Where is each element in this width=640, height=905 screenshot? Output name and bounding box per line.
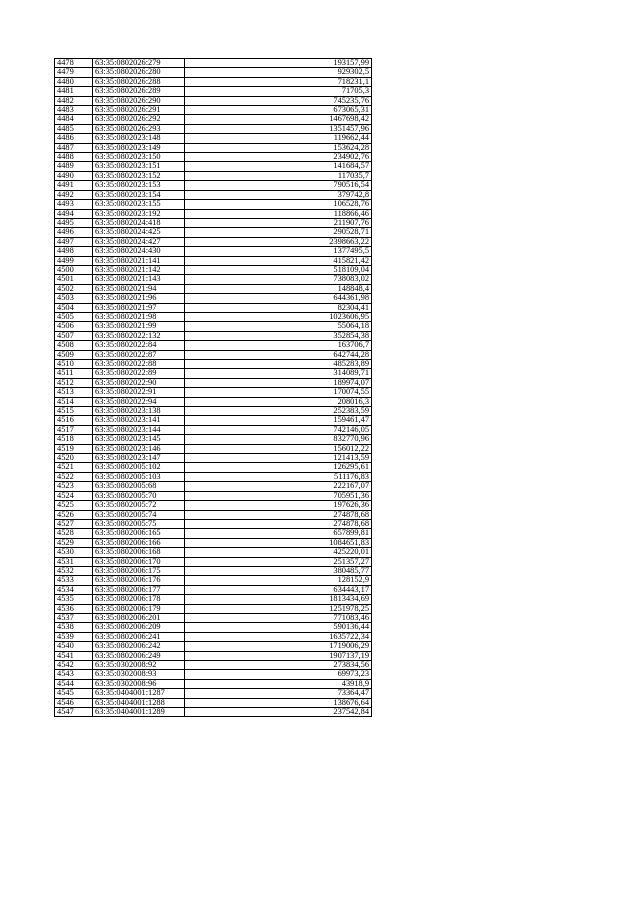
cadastral-value-cell: 1719006,29 [185, 642, 372, 651]
cadastral-value-cell: 642744,28 [185, 350, 372, 359]
table-row [55, 651, 372, 660]
cadastral-value-cell: 274878,68 [185, 510, 372, 519]
table-row [55, 557, 372, 566]
table-row [55, 463, 372, 472]
cadastral-value-cell: 1907137,19 [185, 651, 372, 660]
table-row [55, 341, 372, 350]
row-number-cell: 4543 [55, 670, 93, 679]
cadastral-number-cell: 63:35:0802023:144 [93, 425, 185, 434]
cadastral-number-cell: 63:35:0802006:170 [93, 557, 185, 566]
table-row [55, 689, 372, 698]
row-number-cell: 4506 [55, 322, 93, 331]
cadastral-value-cell: 415821,42 [185, 256, 372, 265]
row-number-cell: 4537 [55, 613, 93, 622]
cadastral-number-cell: 63:35:0404001:1287 [93, 689, 185, 698]
row-number-cell: 4499 [55, 256, 93, 265]
row-number-cell: 4486 [55, 134, 93, 143]
table-row [55, 275, 372, 284]
row-number-cell: 4526 [55, 510, 93, 519]
cadastral-value-cell: 742146,05 [185, 425, 372, 434]
table-row [55, 388, 372, 397]
row-number-cell: 4497 [55, 237, 93, 246]
cadastral-number-cell: 63:35:0802005:68 [93, 482, 185, 491]
row-number-cell: 4542 [55, 661, 93, 670]
table-row [55, 143, 372, 152]
cadastral-value-cell: 117035,7 [185, 171, 372, 180]
cadastral-number-cell: 63:35:0802023:192 [93, 209, 185, 218]
cadastral-number-cell: 63:35:0802026:289 [93, 87, 185, 96]
cadastral-value-cell: 148848,4 [185, 284, 372, 293]
cadastral-value-cell: 380485,77 [185, 566, 372, 575]
cadastral-number-cell: 63:35:0802026:290 [93, 96, 185, 105]
cadastral-number-cell: 63:35:0802024:425 [93, 228, 185, 237]
cadastral-number-cell: 63:35:0802024:427 [93, 237, 185, 246]
cadastral-value-cell: 1467698,42 [185, 115, 372, 124]
cadastral-number-cell: 63:35:0802022:132 [93, 331, 185, 340]
row-number-cell: 4513 [55, 388, 93, 397]
row-number-cell: 4527 [55, 519, 93, 528]
cadastral-number-cell: 63:35:0802023:146 [93, 444, 185, 453]
cadastral-value-cell: 290528,71 [185, 228, 372, 237]
table-row [55, 350, 372, 359]
row-number-cell: 4517 [55, 425, 93, 434]
row-number-cell: 4512 [55, 378, 93, 387]
cadastral-number-cell: 63:35:0802005:70 [93, 491, 185, 500]
row-number-cell: 4479 [55, 68, 93, 77]
cadastral-value-cell: 790516,54 [185, 181, 372, 190]
row-number-cell: 4493 [55, 200, 93, 209]
cadastral-value-cell: 119662,44 [185, 134, 372, 143]
cadastral-value-cell: 738083,02 [185, 275, 372, 284]
cadastral-value-cell: 153624,28 [185, 143, 372, 152]
row-number-cell: 4539 [55, 632, 93, 641]
table-row [55, 265, 372, 274]
cadastral-value-cell: 159461,47 [185, 416, 372, 425]
cadastral-number-cell: 63:35:0802026:293 [93, 124, 185, 133]
table-row [55, 284, 372, 293]
row-number-cell: 4534 [55, 585, 93, 594]
row-number-cell: 4489 [55, 162, 93, 171]
table-row [55, 585, 372, 594]
cadastral-value-cell: 705951,36 [185, 491, 372, 500]
row-number-cell: 4484 [55, 115, 93, 124]
row-number-cell: 4541 [55, 651, 93, 660]
table-row [55, 209, 372, 218]
table-row [55, 237, 372, 246]
row-number-cell: 4544 [55, 679, 93, 688]
row-number-cell: 4482 [55, 96, 93, 105]
cadastral-number-cell: 63:35:0802006:165 [93, 529, 185, 538]
table-row [55, 115, 372, 124]
row-number-cell: 4524 [55, 491, 93, 500]
cadastral-value-cell: 156012,22 [185, 444, 372, 453]
table-row [55, 510, 372, 519]
row-number-cell: 4545 [55, 689, 93, 698]
table-row [55, 595, 372, 604]
table-row [55, 190, 372, 199]
row-number-cell: 4503 [55, 294, 93, 303]
table-row [55, 96, 372, 105]
row-number-cell: 4519 [55, 444, 93, 453]
table-row [55, 87, 372, 96]
cadastral-value-cell: 211907,76 [185, 218, 372, 227]
table-row [55, 397, 372, 406]
cadastral-number-cell: 63:35:0802006:249 [93, 651, 185, 660]
cadastral-value-cell: 929302,5 [185, 68, 372, 77]
cadastral-value-cell: 121413,59 [185, 454, 372, 463]
cadastral-number-cell: 63:35:0802021:143 [93, 275, 185, 284]
cadastral-number-cell: 63:35:0802022:84 [93, 341, 185, 350]
table-row [55, 256, 372, 265]
cadastral-number-cell: 63:35:0802023:150 [93, 153, 185, 162]
table-row [55, 360, 372, 369]
table-body [55, 59, 372, 717]
cadastral-number-cell: 63:35:0404001:1289 [93, 708, 185, 717]
cadastral-value-cell: 222167,07 [185, 482, 372, 491]
row-number-cell: 4508 [55, 341, 93, 350]
table-row [55, 171, 372, 180]
row-number-cell: 4536 [55, 604, 93, 613]
cadastral-value-cell: 138676,64 [185, 698, 372, 707]
cadastral-value-cell: 590136,44 [185, 623, 372, 632]
row-number-cell: 4491 [55, 181, 93, 190]
row-number-cell: 4540 [55, 642, 93, 651]
table-row [55, 661, 372, 670]
cadastral-value-cell: 2398663,22 [185, 237, 372, 246]
row-number-cell: 4529 [55, 538, 93, 547]
cadastral-value-cell: 273834,56 [185, 661, 372, 670]
cadastral-number-cell: 63:35:0802023:147 [93, 454, 185, 463]
cadastral-number-cell: 63:35:0802006:168 [93, 548, 185, 557]
table-row [55, 106, 372, 115]
cadastral-number-cell: 63:35:0802021:94 [93, 284, 185, 293]
table-row [55, 425, 372, 434]
cadastral-number-cell: 63:35:0802026:292 [93, 115, 185, 124]
cadastral-value-cell: 634443,17 [185, 585, 372, 594]
cadastral-number-cell: 63:35:0802023:138 [93, 407, 185, 416]
cadastral-number-cell: 63:35:0802023:152 [93, 171, 185, 180]
table-row [55, 613, 372, 622]
cadastral-number-cell: 63:35:0802005:103 [93, 472, 185, 481]
table-row [55, 181, 372, 190]
table-row [55, 407, 372, 416]
cadastral-number-cell: 63:35:0802023:149 [93, 143, 185, 152]
table-row [55, 312, 372, 321]
cadastral-value-cell: 518109,04 [185, 265, 372, 274]
cadastral-number-cell: 63:35:0802023:148 [93, 134, 185, 143]
row-number-cell: 4510 [55, 360, 93, 369]
row-number-cell: 4520 [55, 454, 93, 463]
cadastral-value-cell: 485283,89 [185, 360, 372, 369]
table-row [55, 538, 372, 547]
row-number-cell: 4495 [55, 218, 93, 227]
row-number-cell: 4518 [55, 435, 93, 444]
row-number-cell: 4546 [55, 698, 93, 707]
cadastral-number-cell: 63:35:0802021:97 [93, 303, 185, 312]
cadastral-number-cell: 63:35:0802006:178 [93, 595, 185, 604]
row-number-cell: 4514 [55, 397, 93, 406]
cadastral-number-cell: 63:35:0802022:87 [93, 350, 185, 359]
cadastral-number-cell: 63:35:0802006:241 [93, 632, 185, 641]
table-row [55, 378, 372, 387]
table-row [55, 519, 372, 528]
row-number-cell: 4531 [55, 557, 93, 566]
cadastral-number-cell: 63:35:0802026:279 [93, 59, 185, 68]
cadastral-value-cell: 379742,8 [185, 190, 372, 199]
cadastral-value-cell: 43918,9 [185, 679, 372, 688]
row-number-cell: 4481 [55, 87, 93, 96]
cadastral-value-cell: 657899,81 [185, 529, 372, 538]
table-row [55, 576, 372, 585]
row-number-cell: 4485 [55, 124, 93, 133]
table-row [55, 623, 372, 632]
cadastral-number-cell: 63:35:0802021:142 [93, 265, 185, 274]
cadastral-number-cell: 63:35:0802006:179 [93, 604, 185, 613]
table-row [55, 228, 372, 237]
cadastral-value-cell: 314089,71 [185, 369, 372, 378]
row-number-cell: 4500 [55, 265, 93, 274]
cadastral-value-cell: 193157,99 [185, 59, 372, 68]
table-row [55, 566, 372, 575]
cadastral-number-cell: 63:35:0802006:177 [93, 585, 185, 594]
table-row [55, 294, 372, 303]
cadastral-number-cell: 63:35:0802022:94 [93, 397, 185, 406]
cadastral-value-cell: 71705,3 [185, 87, 372, 96]
table-row [55, 153, 372, 162]
row-number-cell: 4507 [55, 331, 93, 340]
cadastral-number-cell: 63:35:0802022:88 [93, 360, 185, 369]
cadastral-number-cell: 63:35:0802023:151 [93, 162, 185, 171]
cadastral-number-cell: 63:35:0802024:430 [93, 247, 185, 256]
row-number-cell: 4533 [55, 576, 93, 585]
cadastral-value-cell: 771083,46 [185, 613, 372, 622]
cadastral-value-cell: 832770,96 [185, 435, 372, 444]
cadastral-number-cell: 63:35:0802026:280 [93, 68, 185, 77]
cadastral-number-cell: 63:35:0802022:89 [93, 369, 185, 378]
row-number-cell: 4538 [55, 623, 93, 632]
cadastral-value-cell: 69973,23 [185, 670, 372, 679]
cadastral-value-cell: 1251978,25 [185, 604, 372, 613]
table-row [55, 642, 372, 651]
row-number-cell: 4547 [55, 708, 93, 717]
cadastral-number-cell: 63:35:0802006:242 [93, 642, 185, 651]
table-row [55, 77, 372, 86]
cadastral-value-cell: 106528,76 [185, 200, 372, 209]
row-number-cell: 4521 [55, 463, 93, 472]
cadastral-value-cell: 352854,38 [185, 331, 372, 340]
row-number-cell: 4523 [55, 482, 93, 491]
row-number-cell: 4511 [55, 369, 93, 378]
cadastral-value-cell: 197626,36 [185, 501, 372, 510]
cadastral-value-cell: 55064,18 [185, 322, 372, 331]
row-number-cell: 4480 [55, 77, 93, 86]
row-number-cell: 4492 [55, 190, 93, 199]
cadastral-value-cell: 1813434,69 [185, 595, 372, 604]
table-row [55, 501, 372, 510]
cadastral-number-cell: 63:35:0802006:166 [93, 538, 185, 547]
table-row [55, 435, 372, 444]
row-number-cell: 4487 [55, 143, 93, 152]
row-number-cell: 4516 [55, 416, 93, 425]
cadastral-value-cell: 1377495,5 [185, 247, 372, 256]
table-row [55, 444, 372, 453]
table-row [55, 454, 372, 463]
row-number-cell: 4522 [55, 472, 93, 481]
row-number-cell: 4535 [55, 595, 93, 604]
cadastral-value-cell: 1635722,34 [185, 632, 372, 641]
cadastral-number-cell: 63:35:0802005:72 [93, 501, 185, 510]
row-number-cell: 4502 [55, 284, 93, 293]
table-row [55, 200, 372, 209]
cadastral-number-cell: 63:35:0302008:96 [93, 679, 185, 688]
cadastral-value-cell: 644361,98 [185, 294, 372, 303]
cadastral-value-cell: 128152,9 [185, 576, 372, 585]
row-number-cell: 4532 [55, 566, 93, 575]
table-row [55, 68, 372, 77]
cadastral-number-cell: 63:35:0802023:154 [93, 190, 185, 199]
cadastral-value-table [54, 58, 372, 717]
cadastral-number-cell: 63:35:0802021:96 [93, 294, 185, 303]
cadastral-number-cell: 63:35:0802006:201 [93, 613, 185, 622]
cadastral-value-cell: 141684,57 [185, 162, 372, 171]
cadastral-value-cell: 1351457,96 [185, 124, 372, 133]
row-number-cell: 4498 [55, 247, 93, 256]
cadastral-number-cell: 63:35:0802023:155 [93, 200, 185, 209]
cadastral-number-cell: 63:35:0802005:74 [93, 510, 185, 519]
cadastral-value-cell: 118866,46 [185, 209, 372, 218]
table-row [55, 416, 372, 425]
cadastral-number-cell: 63:35:0802005:75 [93, 519, 185, 528]
row-number-cell: 4528 [55, 529, 93, 538]
cadastral-number-cell: 63:35:0802021:99 [93, 322, 185, 331]
cadastral-number-cell: 63:35:0802023:145 [93, 435, 185, 444]
cadastral-number-cell: 63:35:0802021:98 [93, 312, 185, 321]
cadastral-number-cell: 63:35:0802006:175 [93, 566, 185, 575]
row-number-cell: 4501 [55, 275, 93, 284]
cadastral-value-cell: 73364,47 [185, 689, 372, 698]
table-row [55, 303, 372, 312]
cadastral-number-cell: 63:35:0802023:153 [93, 181, 185, 190]
cadastral-value-cell: 673065,31 [185, 106, 372, 115]
cadastral-number-cell: 63:35:0802022:91 [93, 388, 185, 397]
table-row [55, 247, 372, 256]
table-row [55, 322, 372, 331]
table-row [55, 124, 372, 133]
cadastral-value-cell: 745235,76 [185, 96, 372, 105]
row-number-cell: 4478 [55, 59, 93, 68]
table-row [55, 679, 372, 688]
cadastral-number-cell: 63:35:0802022:90 [93, 378, 185, 387]
cadastral-number-cell: 63:35:0802006:209 [93, 623, 185, 632]
table-row [55, 482, 372, 491]
cadastral-number-cell: 63:35:0802021:141 [93, 256, 185, 265]
table-row [55, 369, 372, 378]
cadastral-value-cell: 718231,1 [185, 77, 372, 86]
cadastral-number-cell: 63:35:0802005:102 [93, 463, 185, 472]
row-number-cell: 4509 [55, 350, 93, 359]
row-number-cell: 4488 [55, 153, 93, 162]
table-row [55, 472, 372, 481]
cadastral-number-cell: 63:35:0404001:1288 [93, 698, 185, 707]
table-row [55, 529, 372, 538]
cadastral-number-cell: 63:35:0802023:141 [93, 416, 185, 425]
cadastral-value-cell: 1084651,83 [185, 538, 372, 547]
row-number-cell: 4515 [55, 407, 93, 416]
cadastral-value-cell: 189974,07 [185, 378, 372, 387]
cadastral-value-cell: 170074,55 [185, 388, 372, 397]
cadastral-number-cell: 63:35:0802006:176 [93, 576, 185, 585]
cadastral-value-cell: 251357,27 [185, 557, 372, 566]
row-number-cell: 4494 [55, 209, 93, 218]
table-row [55, 162, 372, 171]
table-row [55, 698, 372, 707]
row-number-cell: 4496 [55, 228, 93, 237]
cadastral-value-cell: 163706,7 [185, 341, 372, 350]
table-row [55, 670, 372, 679]
cadastral-value-cell: 234902,76 [185, 153, 372, 162]
table-row [55, 548, 372, 557]
table-row [55, 218, 372, 227]
row-number-cell: 4525 [55, 501, 93, 510]
table-row [55, 331, 372, 340]
row-number-cell: 4505 [55, 312, 93, 321]
cadastral-value-cell: 237542,84 [185, 708, 372, 717]
cadastral-value-cell: 208016,3 [185, 397, 372, 406]
row-number-cell: 4504 [55, 303, 93, 312]
cadastral-number-cell: 63:35:0302008:92 [93, 661, 185, 670]
table-row [55, 491, 372, 500]
table-row [55, 632, 372, 641]
cadastral-value-cell: 425220,01 [185, 548, 372, 557]
table-row [55, 134, 372, 143]
cadastral-number-cell: 63:35:0302008:93 [93, 670, 185, 679]
cadastral-value-cell: 1023606,95 [185, 312, 372, 321]
table-row [55, 604, 372, 613]
cadastral-value-cell: 82304,41 [185, 303, 372, 312]
cadastral-value-cell: 126295,61 [185, 463, 372, 472]
table-row [55, 59, 372, 68]
row-number-cell: 4530 [55, 548, 93, 557]
cadastral-value-cell: 511176,83 [185, 472, 372, 481]
row-number-cell: 4483 [55, 106, 93, 115]
cadastral-number-cell: 63:35:0802024:418 [93, 218, 185, 227]
cadastral-value-cell: 274878,68 [185, 519, 372, 528]
row-number-cell: 4490 [55, 171, 93, 180]
table-row [55, 708, 372, 717]
cadastral-number-cell: 63:35:0802026:288 [93, 77, 185, 86]
cadastral-value-cell: 252383,59 [185, 407, 372, 416]
cadastral-number-cell: 63:35:0802026:291 [93, 106, 185, 115]
